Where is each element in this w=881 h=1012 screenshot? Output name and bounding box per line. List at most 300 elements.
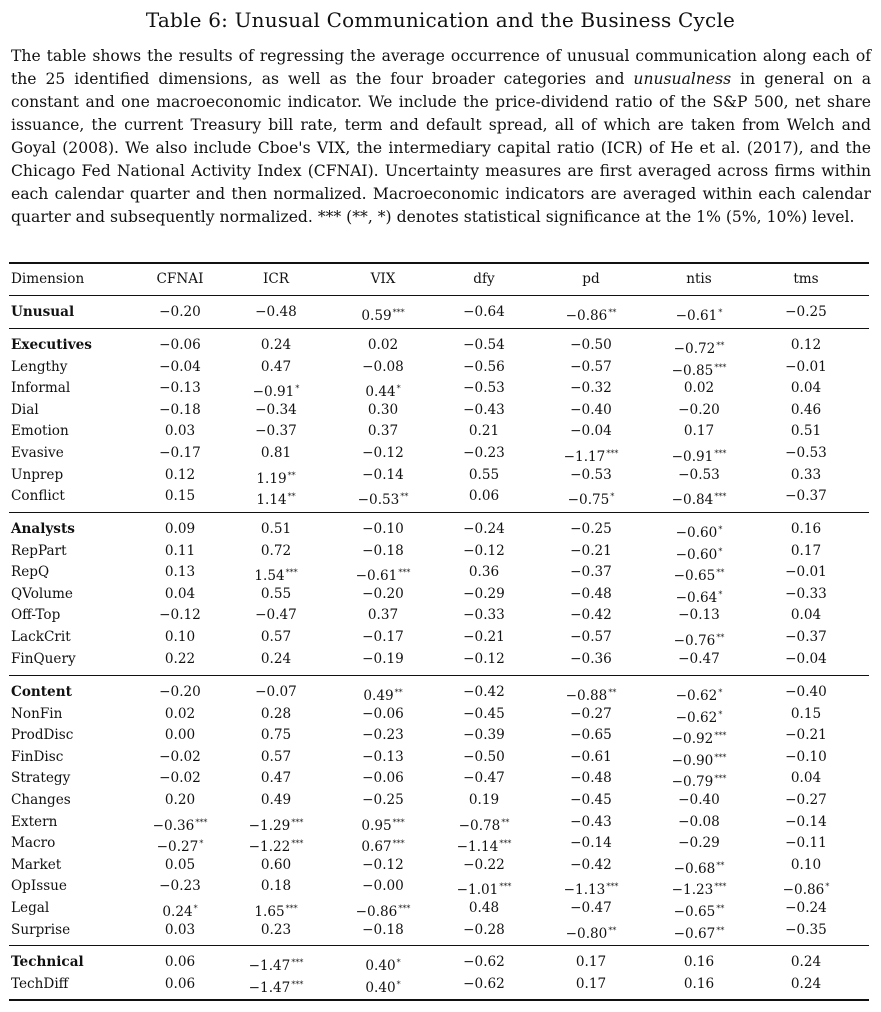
significance-stars: *** [392, 817, 405, 827]
cell-vix: −0.12 [362, 445, 404, 461]
dimension-label: Evasive [11, 445, 64, 461]
cell-pd: 0.17 [575, 975, 607, 992]
cell-dfy: −0.45 [463, 705, 505, 722]
cell-icr: 0.23 [260, 921, 292, 938]
column-header-pd: pd [582, 271, 600, 287]
cell-pd: −0.40 [570, 401, 612, 418]
cell-pd: −0.57 [570, 358, 612, 375]
cell-ntis: −0.60* [675, 525, 723, 541]
table-bottom-rule [9, 999, 869, 1001]
cell-ntis: −0.79*** [671, 774, 727, 791]
cell-ntis: −0.61* [675, 308, 723, 324]
table-row [0, 400, 881, 421]
cell-tms: 0.46 [790, 401, 822, 418]
cell-vix: −0.18 [362, 921, 404, 938]
cell-icr: −0.34 [255, 401, 297, 418]
cell-cfnai: 0.00 [164, 727, 196, 744]
column-header-dimension: Dimension [11, 271, 85, 287]
cell-dfy: −0.47 [463, 770, 505, 787]
table-row [0, 421, 881, 442]
dimension-label: Surprise [11, 921, 71, 938]
cell-vix: 0.95*** [361, 817, 405, 834]
significance-stars: *** [714, 449, 727, 458]
cell-vix: 0.59*** [361, 308, 405, 324]
cell-dfy: −0.53 [463, 380, 505, 397]
cell-vix: −0.13 [362, 748, 404, 765]
cell-dfy: 0.21 [468, 423, 500, 440]
cell-pd: −0.61 [570, 748, 612, 765]
table-row [0, 898, 881, 919]
table-group-row [0, 952, 881, 973]
cell-pd: −0.65 [570, 727, 612, 744]
dimension-label: Market [11, 856, 62, 873]
cell-tms: −0.21 [785, 727, 827, 744]
cell-vix: −0.06 [362, 705, 404, 722]
cell-tms: −0.86* [782, 882, 830, 899]
table-row [0, 627, 881, 648]
cell-pd: −0.25 [570, 521, 612, 537]
column-header-ntis: ntis [686, 271, 712, 287]
table-row [0, 649, 881, 670]
cell-cfnai: 0.22 [164, 650, 196, 667]
cell-tms: 0.24 [790, 975, 822, 992]
cell-pd: −0.47 [570, 900, 612, 916]
cell-ntis: 0.17 [683, 423, 715, 440]
cell-cfnai: 0.10 [164, 629, 196, 645]
dimension-label: Executives [11, 337, 92, 353]
cell-vix: 0.37 [367, 423, 399, 440]
cell-pd: −0.75* [567, 492, 615, 509]
cell-ntis: −0.29 [678, 835, 720, 852]
column-header-icr: ICR [262, 271, 289, 287]
table-group-row [0, 682, 881, 703]
cell-icr: −0.47 [255, 607, 297, 624]
cell-vix: −0.19 [362, 650, 404, 667]
cell-dfy: −0.24 [463, 521, 505, 537]
cell-cfnai: 0.15 [164, 488, 196, 505]
cell-icr: −0.91* [252, 384, 300, 401]
significance-stars: ** [501, 817, 510, 827]
table-caption [11, 45, 871, 229]
cell-dfy: −0.12 [463, 542, 505, 559]
cell-cfnai: −0.20 [159, 684, 201, 700]
significance-stars: ** [608, 688, 617, 697]
significance-stars: ** [716, 860, 725, 870]
table-group-row [0, 335, 881, 356]
cell-ntis: 0.02 [683, 380, 715, 397]
cell-cfnai: 0.05 [164, 856, 196, 873]
table-row [0, 562, 881, 583]
cell-pd: −0.48 [570, 770, 612, 787]
cell-dfy: −1.01*** [456, 882, 512, 899]
table-row [0, 584, 881, 605]
cell-dfy: −0.33 [463, 607, 505, 624]
cell-pd: −0.88** [565, 688, 617, 704]
cell-icr: 0.72 [260, 542, 292, 559]
cell-ntis: −0.20 [678, 401, 720, 418]
table-row [0, 443, 881, 464]
cell-icr: −1.47*** [248, 958, 304, 974]
cell-vix: 0.67*** [361, 839, 405, 856]
dimension-label: Extern [11, 813, 58, 830]
significance-stars: *** [291, 958, 304, 967]
significance-stars: ** [716, 341, 725, 350]
cell-icr: 0.57 [260, 629, 292, 645]
cell-pd: −0.57 [570, 629, 612, 645]
table-row [0, 790, 881, 811]
table-group-row [0, 519, 881, 540]
dimension-label: Technical [11, 954, 84, 970]
dimension-label: OpIssue [11, 878, 67, 895]
cell-vix: 0.02 [367, 337, 399, 353]
cell-dfy: −0.62 [463, 975, 505, 992]
cell-tms: 0.04 [790, 380, 822, 397]
section-rule [9, 328, 869, 329]
significance-stars: *** [606, 882, 619, 892]
cell-vix: −0.12 [362, 856, 404, 873]
cell-icr: −0.37 [255, 423, 297, 440]
cell-ntis: −0.13 [678, 607, 720, 624]
significance-stars: * [199, 839, 204, 849]
cell-cfnai: −0.27* [156, 839, 204, 856]
cell-vix: −0.86*** [355, 904, 411, 920]
significance-stars: * [718, 525, 723, 534]
cell-ntis: −0.64* [675, 589, 723, 606]
cell-pd: −0.27 [570, 705, 612, 722]
cell-pd: −0.42 [570, 607, 612, 624]
cell-tms: −0.10 [785, 748, 827, 765]
cell-ntis: −0.08 [678, 813, 720, 830]
significance-stars: * [718, 709, 723, 719]
cell-ntis: −0.90*** [671, 752, 727, 769]
cell-tms: −0.33 [785, 585, 827, 602]
cell-icr: 1.54*** [254, 568, 298, 585]
cell-ntis: 0.16 [683, 975, 715, 992]
cell-ntis: −0.47 [678, 650, 720, 667]
cell-ntis: 0.16 [683, 954, 715, 970]
significance-stars: * [193, 904, 198, 913]
cell-tms: −0.11 [785, 835, 827, 852]
table-row [0, 768, 881, 789]
significance-stars: ** [394, 688, 403, 697]
cell-icr: 0.75 [260, 727, 292, 744]
significance-stars: *** [291, 817, 304, 827]
column-header-dfy: dfy [473, 271, 495, 287]
significance-stars: *** [392, 839, 405, 849]
table-row [0, 747, 881, 768]
cell-cfnai: −0.12 [159, 607, 201, 624]
cell-ntis: −0.68** [673, 860, 725, 877]
dimension-label: RepQ [11, 564, 50, 581]
cell-dfy: −0.22 [463, 856, 505, 873]
cell-vix: −0.00 [362, 878, 404, 895]
dimension-label: FinQuery [11, 650, 76, 667]
cell-dfy: 0.55 [468, 466, 500, 483]
cell-vix: 0.49** [363, 688, 403, 704]
cell-vix: −0.23 [362, 727, 404, 744]
significance-stars: ** [287, 492, 296, 502]
cell-vix: 0.40* [365, 958, 401, 974]
cell-pd: −0.48 [570, 585, 612, 602]
cell-vix: 0.30 [367, 401, 399, 418]
cell-ntis: −0.85*** [671, 362, 727, 379]
significance-stars: *** [714, 752, 727, 762]
cell-dfy: 0.48 [468, 900, 500, 916]
cell-icr: −1.29*** [248, 817, 304, 834]
cell-pd: −0.04 [570, 423, 612, 440]
significance-stars: *** [714, 774, 727, 784]
table-row [0, 855, 881, 876]
significance-stars: ** [287, 470, 296, 480]
cell-vix: 0.37 [367, 607, 399, 624]
cell-ntis: −0.72** [673, 341, 725, 357]
table-row [0, 833, 881, 854]
cell-ntis: −0.60* [675, 546, 723, 563]
significance-stars: ** [716, 633, 725, 642]
cell-dfy: −0.21 [463, 629, 505, 645]
cell-tms: 0.15 [790, 705, 822, 722]
cell-dfy: −0.42 [463, 684, 505, 700]
table-header-row [0, 269, 881, 290]
cell-icr: 0.55 [260, 585, 292, 602]
cell-tms: 0.17 [790, 542, 822, 559]
cell-pd: −0.36 [570, 650, 612, 667]
cell-icr: 0.47 [260, 358, 292, 375]
significance-stars: ** [716, 568, 725, 578]
table-row [0, 465, 881, 486]
dimension-label: QVolume [11, 585, 73, 602]
significance-stars: * [295, 384, 300, 394]
cell-vix: −0.53** [357, 492, 409, 509]
cell-cfnai: −0.23 [159, 878, 201, 895]
significance-stars: ** [608, 308, 617, 317]
section-rule [9, 945, 869, 946]
significance-stars: ** [400, 492, 409, 502]
table-row [0, 812, 881, 833]
cell-cfnai: 0.03 [164, 423, 196, 440]
cell-vix: −0.18 [362, 542, 404, 559]
cell-tms: −0.04 [785, 650, 827, 667]
cell-cfnai: −0.20 [159, 304, 201, 320]
dimension-label: NonFin [11, 705, 63, 722]
cell-cfnai: 0.06 [164, 975, 196, 992]
dimension-label: Off-Top [11, 607, 61, 624]
significance-stars: * [825, 882, 830, 892]
cell-pd: −0.14 [570, 835, 612, 852]
cell-ntis: −0.65** [673, 904, 725, 920]
cell-tms: −0.37 [785, 488, 827, 505]
cell-ntis: −0.65** [673, 568, 725, 585]
cell-tms: −0.27 [785, 792, 827, 808]
cell-tms: −0.14 [785, 813, 827, 830]
cell-dfy: −0.23 [463, 445, 505, 461]
cell-vix: −0.10 [362, 521, 404, 537]
cell-ntis: −0.40 [678, 792, 720, 808]
cell-ntis: −0.84*** [671, 492, 727, 509]
dimension-label: Strategy [11, 770, 71, 787]
cell-dfy: −0.54 [463, 337, 505, 353]
significance-stars: * [396, 979, 401, 989]
cell-cfnai: 0.24* [162, 904, 198, 920]
cell-pd: −1.13*** [563, 882, 619, 899]
cell-icr: 0.81 [260, 445, 292, 461]
dimension-label: Analysts [11, 521, 75, 537]
cell-tms: −0.01 [785, 358, 827, 375]
cell-dfy: −1.14*** [456, 839, 512, 856]
cell-tms: 0.10 [790, 856, 822, 873]
cell-icr: −1.22*** [248, 839, 304, 856]
cell-icr: 0.28 [260, 705, 292, 722]
cell-tms: 0.04 [790, 607, 822, 624]
dimension-label: RepPart [11, 542, 67, 559]
dimension-label: Changes [11, 792, 71, 808]
cell-dfy: −0.64 [463, 304, 505, 320]
significance-stars: *** [606, 449, 619, 458]
cell-icr: −0.48 [255, 304, 297, 320]
section-rule [9, 512, 869, 513]
cell-icr: 0.24 [260, 650, 292, 667]
cell-cfnai: −0.36*** [152, 817, 208, 834]
cell-cfnai: 0.06 [164, 954, 196, 970]
dimension-label: LackCrit [11, 629, 71, 645]
significance-stars: ** [716, 925, 725, 935]
significance-stars: *** [195, 817, 208, 827]
significance-stars: *** [291, 839, 304, 849]
cell-pd: −1.17*** [563, 449, 619, 465]
cell-dfy: −0.39 [463, 727, 505, 744]
cell-pd: −0.32 [570, 380, 612, 397]
cell-tms: 0.12 [790, 337, 822, 353]
cell-dfy: −0.78** [458, 817, 510, 834]
significance-stars: * [718, 546, 723, 556]
significance-stars: *** [714, 492, 727, 502]
significance-stars: *** [398, 904, 411, 913]
significance-stars: *** [499, 839, 512, 849]
significance-stars: *** [291, 979, 304, 989]
cell-ntis: −0.53 [678, 466, 720, 483]
cell-tms: 0.04 [790, 770, 822, 787]
cell-pd: −0.80** [565, 925, 617, 942]
cell-vix: −0.17 [362, 629, 404, 645]
dimension-label: FinDisc [11, 748, 64, 765]
table-row [0, 378, 881, 399]
cell-tms: −0.37 [785, 629, 827, 645]
cell-dfy: −0.43 [463, 401, 505, 418]
cell-icr: 1.65*** [254, 904, 298, 920]
cell-icr: 0.49 [260, 792, 292, 808]
cell-vix: −0.25 [362, 792, 404, 808]
cell-icr: 0.18 [260, 878, 292, 895]
column-header-cfnai: CFNAI [156, 271, 204, 287]
significance-stars: *** [714, 362, 727, 372]
table-row [0, 920, 881, 941]
cell-icr: 0.57 [260, 748, 292, 765]
dimension-label: Unprep [11, 466, 64, 483]
cell-cfnai: −0.18 [159, 401, 201, 418]
cell-pd: −0.21 [570, 542, 612, 559]
significance-stars: *** [714, 731, 727, 741]
significance-stars: *** [398, 568, 411, 578]
significance-stars: *** [714, 882, 727, 892]
cell-tms: 0.51 [790, 423, 822, 440]
table-row [0, 876, 881, 897]
dimension-label: Legal [11, 900, 50, 916]
cell-cfnai: 0.11 [164, 542, 196, 559]
table-row [0, 541, 881, 562]
cell-ntis: −0.76** [673, 633, 725, 649]
cell-cfnai: −0.02 [159, 770, 201, 787]
cell-cfnai: 0.03 [164, 921, 196, 938]
table-row [0, 704, 881, 725]
cell-icr: 0.51 [260, 521, 292, 537]
cell-cfnai: 0.20 [164, 792, 196, 808]
caption-italic-term: unusualness [633, 70, 732, 88]
cell-dfy: −0.56 [463, 358, 505, 375]
column-header-vix: VIX [370, 271, 396, 287]
table-row [0, 605, 881, 626]
caption-text-part-1: The table shows the results of regressing the average occurrence of unusual communication along each of the 25 identified dimensions, as well as the four broader categories and [11, 47, 871, 88]
cell-cfnai: 0.09 [164, 521, 196, 537]
significance-stars: * [396, 384, 401, 394]
cell-vix: −0.20 [362, 585, 404, 602]
cell-cfnai: −0.13 [159, 380, 201, 397]
cell-vix: 0.40* [365, 979, 401, 996]
dimension-label: ProdDisc [11, 727, 74, 744]
cell-icr: 0.47 [260, 770, 292, 787]
section-rule [9, 675, 869, 676]
cell-pd: 0.17 [575, 954, 607, 970]
cell-icr: 0.60 [260, 856, 292, 873]
cell-icr: 1.19** [256, 470, 296, 487]
dimension-label: Content [11, 684, 72, 700]
column-header-tms: tms [793, 271, 819, 287]
cell-icr: 1.14** [256, 492, 296, 509]
cell-tms: −0.40 [785, 684, 827, 700]
cell-vix: −0.14 [362, 466, 404, 483]
cell-tms: −0.25 [785, 304, 827, 320]
cell-vix: −0.08 [362, 358, 404, 375]
significance-stars: * [610, 492, 615, 502]
significance-stars: ** [608, 925, 617, 935]
cell-tms: 0.16 [790, 521, 822, 537]
dimension-label: Dial [11, 401, 39, 418]
caption-text-part-2: in general on a constant and one macroeconomic indicator. We include the price-dividend ratio of the S&P 500, net share issuance, the current Treasury bill rate, term and default spread, all of which are taken from Welch and Goyal (2008). We also include Cboe's VIX, the intermediary capital ratio (ICR) of He et al. (2017), and the Chicago Fed National Activity Index (CFNAI). Uncertainty measures are first averaged across firms within each calendar quarter and then normalized. Macroeconomic indicators are averaged within each calendar quarter and subsequently normalized. *** (**, *) denotes statistical significance at the 1% (5%, 10%) level. [11, 70, 871, 226]
cell-cfnai: 0.02 [164, 705, 196, 722]
cell-icr: −0.07 [255, 684, 297, 700]
cell-ntis: −0.62* [675, 688, 723, 704]
dimension-label: Conflict [11, 488, 65, 505]
dimension-label: TechDiff [11, 975, 69, 992]
significance-stars: ** [716, 904, 725, 913]
table-row [0, 486, 881, 507]
cell-dfy: −0.12 [463, 650, 505, 667]
cell-cfnai: 0.13 [164, 564, 196, 581]
cell-cfnai: 0.12 [164, 466, 196, 483]
cell-dfy: −0.29 [463, 585, 505, 602]
cell-dfy: −0.50 [463, 748, 505, 765]
cell-ntis: −0.62* [675, 709, 723, 726]
cell-ntis: −0.91*** [671, 449, 727, 465]
significance-stars: * [718, 688, 723, 697]
dimension-label: Emotion [11, 423, 69, 440]
significance-stars: * [718, 308, 723, 317]
table-row [0, 357, 881, 378]
significance-stars: *** [285, 904, 298, 913]
cell-tms: −0.24 [785, 900, 827, 916]
cell-tms: −0.53 [785, 445, 827, 461]
table-row [0, 974, 881, 995]
cell-pd: −0.86** [565, 308, 617, 324]
